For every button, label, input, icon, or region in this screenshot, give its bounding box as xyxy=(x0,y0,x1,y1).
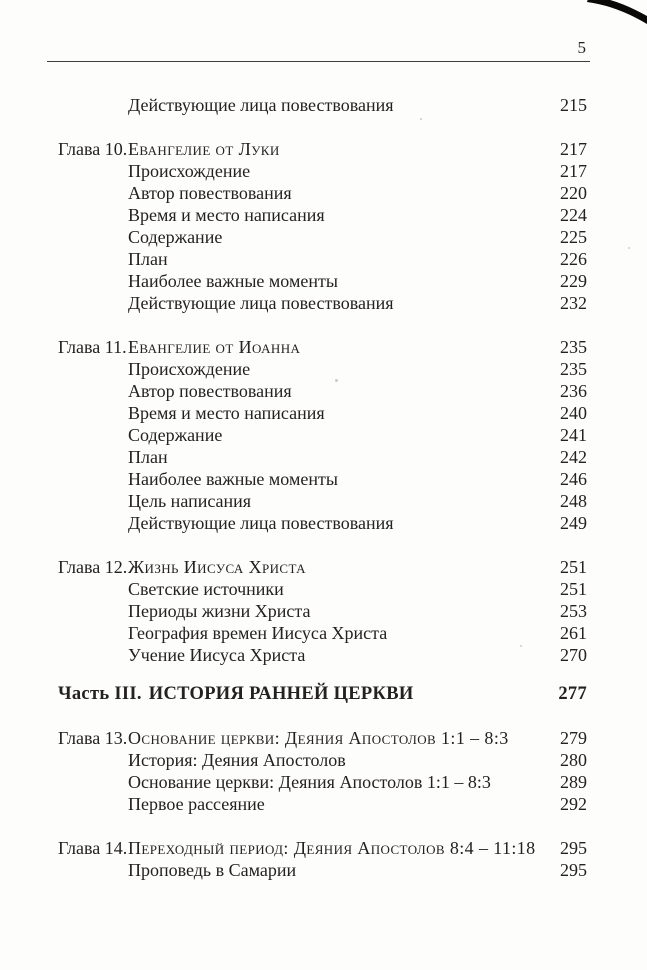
scan-speck xyxy=(628,247,630,249)
toc-entry-page: 217 xyxy=(560,161,587,181)
toc-entry-page: 248 xyxy=(560,491,587,511)
heading-number: Глава 12. xyxy=(58,557,128,577)
toc-entry-label: План xyxy=(128,447,168,467)
chapter-heading xyxy=(58,336,587,358)
toc-section xyxy=(58,556,587,666)
toc-entry-label: Автор повествования xyxy=(128,381,292,401)
toc-section xyxy=(58,336,587,534)
heading-title: Евангелие от Луки xyxy=(128,139,280,159)
toc-entry-label: Время и место написания xyxy=(128,205,325,225)
toc-entry xyxy=(58,490,587,512)
heading-page: 279 xyxy=(560,728,587,748)
toc-entry xyxy=(58,771,587,793)
toc-entry-page: 295 xyxy=(560,860,587,880)
toc-entry-page: 224 xyxy=(560,205,587,225)
toc-entry xyxy=(58,446,587,468)
toc-entry-page: 241 xyxy=(560,425,587,445)
heading-page: 251 xyxy=(560,557,587,577)
toc-entry-label: География времен Иисуса Христа xyxy=(128,623,388,643)
toc-section xyxy=(58,683,587,705)
toc-entry-page: 270 xyxy=(560,645,587,665)
toc-entry xyxy=(58,402,587,424)
toc-entry-label: Учение Иисуса Христа xyxy=(128,645,306,665)
heading-page: 217 xyxy=(560,139,587,159)
page-curl-scan-artifact xyxy=(587,0,647,26)
toc-entry xyxy=(58,380,587,402)
toc-entry-page: 235 xyxy=(560,359,587,379)
toc-entry-page: 220 xyxy=(560,183,587,203)
header-rule xyxy=(47,61,590,62)
toc-entry-page: 236 xyxy=(560,381,587,401)
toc-entry-label: Действующие лица повествования xyxy=(128,293,394,313)
toc-entry-label: Наиболее важные моменты xyxy=(128,469,338,489)
heading-label xyxy=(58,683,543,705)
toc-entry-label: Наиболее важные моменты xyxy=(128,271,338,291)
heading-label xyxy=(58,727,543,749)
toc-entry-page: 242 xyxy=(560,447,587,467)
toc-entry-page: 253 xyxy=(560,601,587,621)
toc-entry xyxy=(58,226,587,248)
toc-entry xyxy=(58,644,587,666)
toc-entry-label: Проповедь в Самарии xyxy=(128,860,297,880)
toc-entry-label: Первое рассеяние xyxy=(128,794,265,814)
toc-section xyxy=(58,837,587,881)
toc-entry-page: 261 xyxy=(560,623,587,643)
heading-number: Глава 14. xyxy=(58,838,128,858)
toc-section xyxy=(58,138,587,314)
toc-entry xyxy=(58,160,587,182)
heading-number: Часть III. xyxy=(58,684,142,704)
heading-page: 235 xyxy=(560,337,587,357)
toc-entry xyxy=(58,182,587,204)
toc-entry-label: Время и место написания xyxy=(128,403,325,423)
toc-entry xyxy=(58,270,587,292)
toc-entry-label: Автор повествования xyxy=(128,183,292,203)
toc-entry xyxy=(58,578,587,600)
toc-entry-label: Действующие лица повествования xyxy=(128,95,394,115)
toc-entry xyxy=(58,204,587,226)
heading-label xyxy=(58,837,543,859)
page-number: 5 xyxy=(577,38,586,57)
toc-entry-page: 246 xyxy=(560,469,587,489)
toc-entry xyxy=(58,600,587,622)
toc-entry-page: 240 xyxy=(560,403,587,423)
toc-entry xyxy=(58,424,587,446)
toc-entry-page: 251 xyxy=(560,579,587,599)
toc-entry xyxy=(58,292,587,314)
toc-section xyxy=(58,727,587,815)
toc-entry xyxy=(58,248,587,270)
chapter-heading xyxy=(58,837,587,859)
toc-entry-label: Происхождение xyxy=(128,161,251,181)
heading-number: Глава 10. xyxy=(58,139,128,159)
heading-title: Переходный период: Деяния Апостолов 8:4 – 11:18 xyxy=(128,838,536,858)
toc-entry-label: Светские источники xyxy=(128,579,284,599)
toc-entry-page: 215 xyxy=(560,95,587,115)
toc-entry-page: 226 xyxy=(560,249,587,269)
toc-entry xyxy=(58,94,587,116)
toc-entry-label: Происхождение xyxy=(128,359,251,379)
heading-title: Евангелие от Иоанна xyxy=(128,337,301,357)
table-of-contents xyxy=(58,94,587,881)
toc-entry-label: История: Деяния Апостолов xyxy=(128,750,346,770)
chapter-heading xyxy=(58,556,587,578)
heading-label xyxy=(58,138,543,160)
toc-entry xyxy=(58,859,587,881)
heading-page: 295 xyxy=(560,838,587,858)
part-heading xyxy=(58,683,587,705)
toc-entry xyxy=(58,622,587,644)
toc-entry xyxy=(58,512,587,534)
toc-entry-label: Цель написания xyxy=(128,491,252,511)
toc-entry-page: 225 xyxy=(560,227,587,247)
heading-number: Глава 13. xyxy=(58,728,128,748)
toc-entry-label: План xyxy=(128,249,168,269)
heading-page: 277 xyxy=(558,684,587,704)
heading-number: Глава 11. xyxy=(58,337,127,357)
toc-entry-page: 229 xyxy=(560,271,587,291)
toc-entry-label: Содержание xyxy=(128,425,223,445)
chapter-heading xyxy=(58,727,587,749)
heading-title: Основание церкви: Деяния Апостолов 1:1 – 8:3 xyxy=(128,728,509,748)
heading-label xyxy=(58,336,543,358)
toc-entry xyxy=(58,468,587,490)
toc-entry-page: 289 xyxy=(560,772,587,792)
toc-entry-label: Содержание xyxy=(128,227,223,247)
toc-entry xyxy=(58,793,587,815)
toc-entry-label: Основание церкви: Деяния Апостолов 1:1 – 8:3 xyxy=(128,772,491,792)
toc-entry-label: Периоды жизни Христа xyxy=(128,601,311,621)
toc-entry xyxy=(58,749,587,771)
chapter-heading xyxy=(58,138,587,160)
toc-entry xyxy=(58,358,587,380)
heading-title: ИСТОРИЯ РАННЕЙ ЦЕРКВИ xyxy=(148,684,414,704)
toc-entry-page: 232 xyxy=(560,293,587,313)
heading-label xyxy=(58,556,543,578)
toc-entry-page: 249 xyxy=(560,513,587,533)
toc-entry-page: 292 xyxy=(560,794,587,814)
heading-title: Жизнь Иисуса Христа xyxy=(128,557,306,577)
toc-entry-page: 280 xyxy=(560,750,587,770)
toc-entry-label: Действующие лица повествования xyxy=(128,513,394,533)
